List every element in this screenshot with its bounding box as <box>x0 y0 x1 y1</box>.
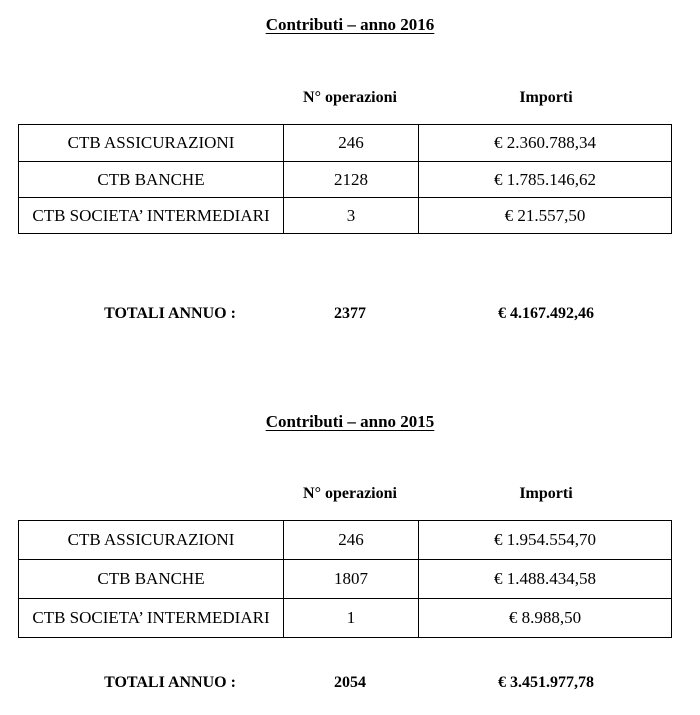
row-operations: 2128 <box>284 162 419 198</box>
row-label: CTB ASSICURAZIONI <box>19 521 284 560</box>
totals-operations-2015: 2054 <box>334 674 366 691</box>
table-row <box>19 560 672 599</box>
row-operations: 246 <box>284 125 419 162</box>
section-title-2015: Contributi – anno 2015 <box>265 412 435 431</box>
row-label: CTB SOCIETA’ INTERMEDIARI <box>19 599 284 638</box>
table-row <box>19 521 672 560</box>
row-amount: € 1.954.554,70 <box>419 521 672 560</box>
row-operations: 246 <box>284 521 419 560</box>
row-label: CTB BANCHE <box>19 560 284 599</box>
totals-amount-2016: € 4.167.492,46 <box>498 305 594 322</box>
table-row <box>19 599 672 638</box>
row-amount: € 1.488.434,58 <box>419 560 672 599</box>
header-amounts-2015: Importi <box>519 485 573 502</box>
row-label: CTB BANCHE <box>19 162 284 198</box>
table-row <box>19 162 672 198</box>
row-amount: € 8.988,50 <box>419 599 672 638</box>
contributions-table-2016 <box>18 124 672 234</box>
row-amount: € 2.360.788,34 <box>419 125 672 162</box>
row-operations: 3 <box>284 198 419 234</box>
table-row <box>19 125 672 162</box>
row-operations: 1 <box>284 599 419 638</box>
header-operations-2016: N° operazioni <box>303 89 397 106</box>
section-title-2016: Contributi – anno 2016 <box>265 15 435 34</box>
totals-label-2015: TOTALI ANNUO : <box>104 674 236 691</box>
row-operations: 1807 <box>284 560 419 599</box>
totals-amount-2015: € 3.451.977,78 <box>498 674 594 691</box>
header-amounts-2016: Importi <box>519 89 573 106</box>
table-row <box>19 198 672 234</box>
row-amount: € 21.557,50 <box>419 198 672 234</box>
header-operations-2015: N° operazioni <box>303 485 397 502</box>
contributions-table-2015 <box>18 520 672 638</box>
row-label: CTB ASSICURAZIONI <box>19 125 284 162</box>
totals-operations-2016: 2377 <box>334 305 366 322</box>
totals-label-2016: TOTALI ANNUO : <box>104 305 236 322</box>
row-amount: € 1.785.146,62 <box>419 162 672 198</box>
row-label: CTB SOCIETA’ INTERMEDIARI <box>19 198 284 234</box>
